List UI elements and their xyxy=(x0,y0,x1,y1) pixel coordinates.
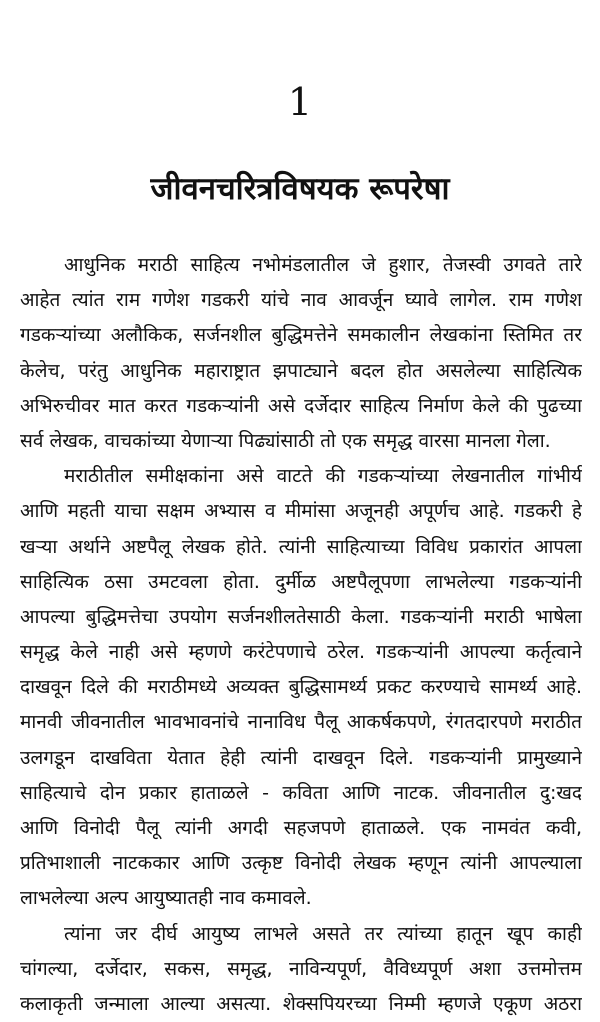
text-line: साहित्याचे दोन प्रकार हाताळले - कविता आणि नाटक. जीवनातील दु:खद xyxy=(20,781,582,804)
paragraph-1 xyxy=(20,248,582,459)
text-line: सर्व लेखक, वाचकांच्या येणाऱ्या पिढ्यांसाठी तो एक समृद्ध वारसा मानला गेला. xyxy=(20,429,551,452)
text-line: आधुनिक मराठी साहित्य नभोमंडलातील जे हुशार, तेजस्वी उगवते तारे xyxy=(64,254,582,276)
text-line: मराठीतील समीक्षकांना असे वाटते की गडकऱ्यांच्या लेखनातील गांभीर्य xyxy=(64,465,582,488)
text-line: आणि महती याचा सक्षम अभ्यास व मीमांसा अजूनही अपूर्णच आहे. गडकरी हे xyxy=(20,500,582,523)
paragraph-2 xyxy=(20,459,582,916)
chapter-title: जीवनचरित्रविषयक रूपरेषा xyxy=(150,171,450,207)
text-line: केलेच, परंतु आधुनिक महाराष्ट्रात झपाट्याने बदल होत असलेल्या साहित्यिक xyxy=(20,359,582,382)
text-line: कलाकृती जन्माला आल्या असत्या. शेक्सपियरच्या निम्मी म्हणजे एकूण अठरा xyxy=(20,992,582,1015)
text-line: उलगडून दाखविता येतात हेही त्यांनी दाखवून दिले. गडकऱ्यांनी प्रामुख्याने xyxy=(20,746,582,769)
text-line: आहेत त्यांत राम गणेश गडकरी यांचे नाव आवर्जून घ्यावे लागेल. राम गणेश xyxy=(20,289,582,312)
text-line: आपल्या बुद्धिमत्तेचा उपयोग सर्जनशीलतेसाठी केला. गडकऱ्यांनी मराठी भाषेला xyxy=(20,605,582,628)
text-line: अभिरुचीवर मात करत गडकऱ्यांनी असे दर्जेदार साहित्य निर्माण केले की पुढच्या xyxy=(20,394,582,417)
text-line: मानवी जीवनातील भावभावनांचे नानाविध पैलू आकर्षकपणे, रंगतदारपणे मराठीत xyxy=(20,711,582,734)
text-line: चांगल्या, दर्जेदार, सकस, समृद्ध, नाविन्यपूर्ण, वैविध्यपूर्ण अशा उत्तमोत्तम xyxy=(20,957,582,980)
text-line: आणि विनोदी पैलू त्यांनी अगदी सहजपणे हाताळले. एक नामवंत कवी, xyxy=(20,817,582,839)
text-line: प्रतिभाशाली नाटककार आणि उत्कृष्ट विनोदी लेखक म्हणून त्यांनी आपल्याला xyxy=(20,852,582,875)
text-line: लाभलेल्या अल्प आयुष्यातही नाव कमावले. xyxy=(20,887,312,910)
text-line: त्यांना जर दीर्घ आयुष्य लाभले असते तर त्यांच्या हातून खूप काही xyxy=(64,922,582,945)
text-line: समृद्ध केले नाही असे म्हणणे करंटेपणाचे ठरेल. गडकऱ्यांनी आपल्या कर्तृत्वाने xyxy=(20,641,582,664)
text-line: साहित्यिक ठसा उमटवला होता. दुर्मीळ अष्टपैलूपणा लाभलेल्या गडकऱ्यांनी xyxy=(20,570,582,593)
chapter-number: 1 xyxy=(287,80,313,124)
paragraph-3 xyxy=(20,917,582,1022)
text-line: खऱ्या अर्थाने अष्टपैलू लेखक होते. त्यांनी साहित्याच्या विविध प्रकारांत आपला xyxy=(20,535,582,558)
text-line: दाखवून दिले की मराठीमध्ये अव्यक्त बुद्धिसामर्थ्य प्रकट करण्याचे सामर्थ्य आहे. xyxy=(20,676,582,699)
text-line: गडकऱ्यांच्या अलौकिक, सर्जनशील बुद्धिमत्तेने समकालीन लेखकांना स्तिमित तर xyxy=(20,324,582,347)
body-text xyxy=(20,248,582,1022)
